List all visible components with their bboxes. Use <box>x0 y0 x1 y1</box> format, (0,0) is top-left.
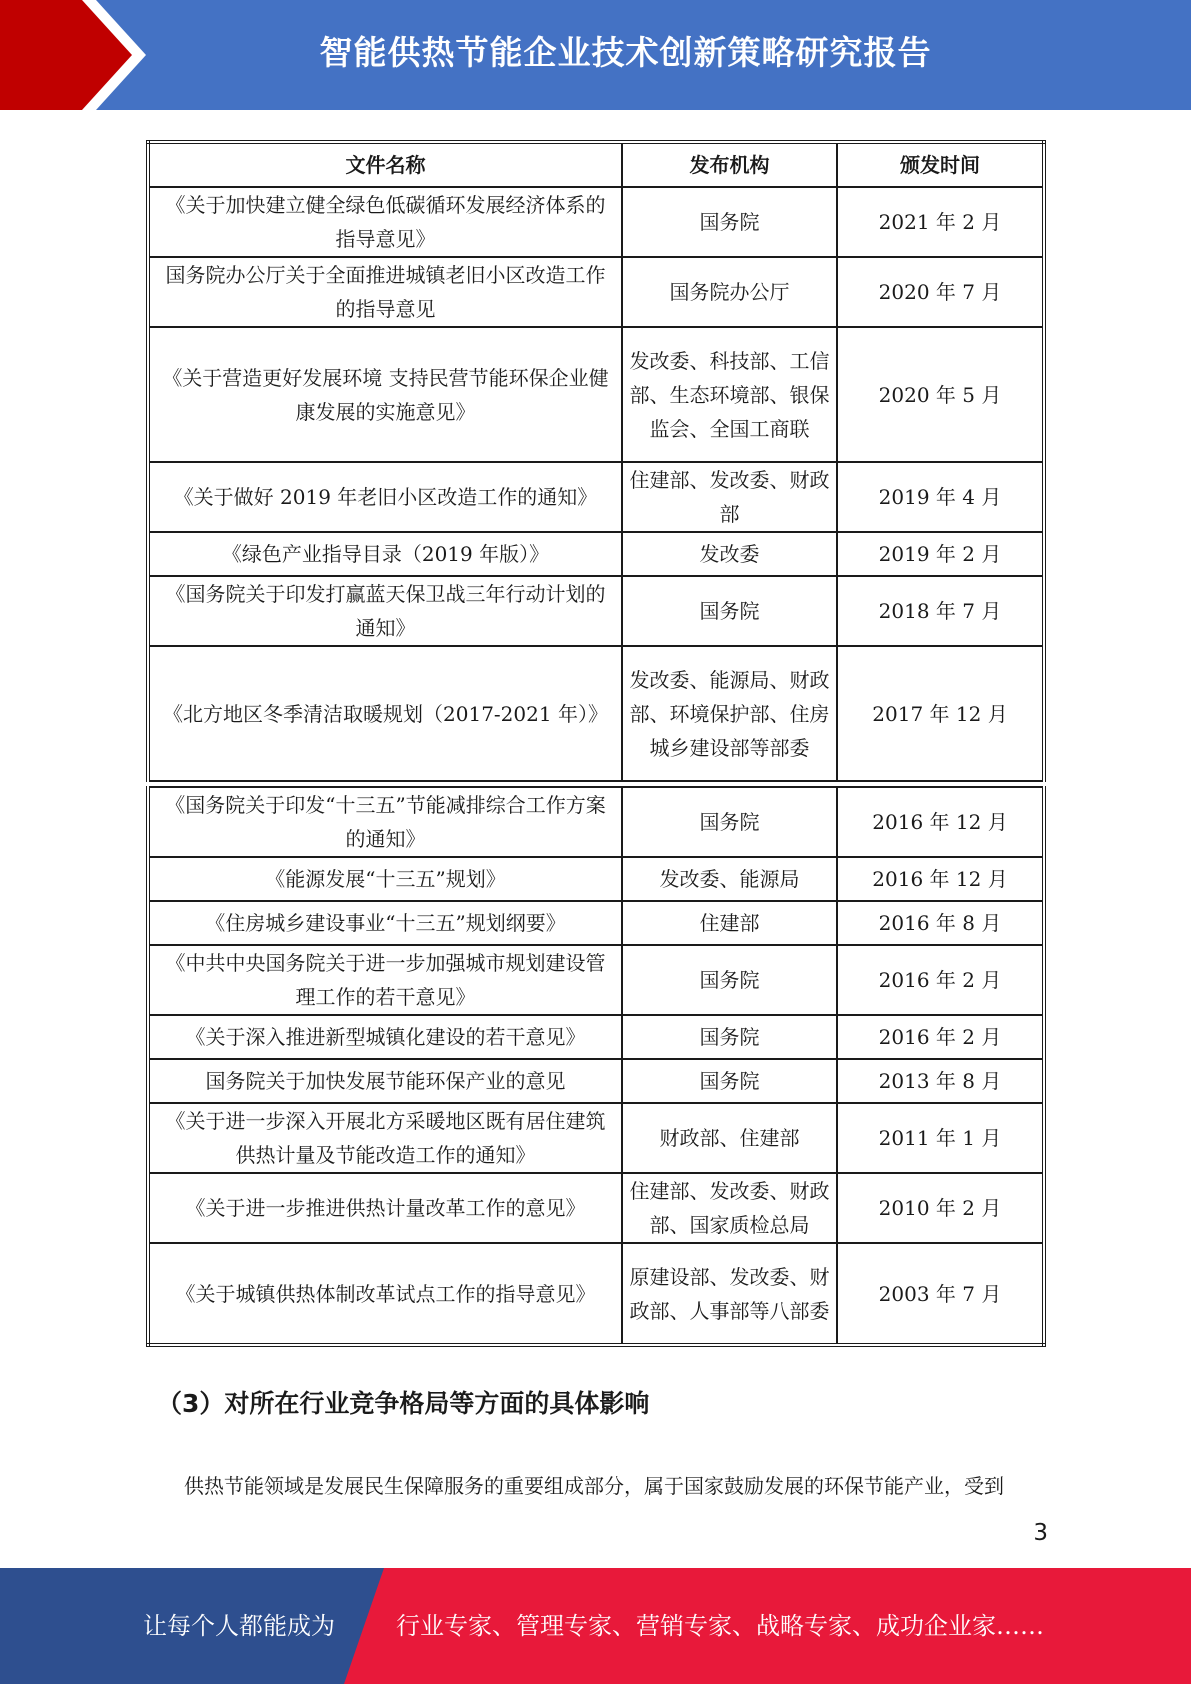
table-row <box>148 1103 1044 1173</box>
table-row <box>148 462 1044 532</box>
document-name: 《能源发展“十三五”规划》 <box>148 857 622 901</box>
header-banner <box>0 0 1191 110</box>
issue-date: 2016 年 12 月 <box>837 857 1044 901</box>
document-name: 国务院办公厅关于全面推进城镇老旧小区改造工作的指导意见 <box>148 257 622 327</box>
document-name: 《国务院关于印发打赢蓝天保卫战三年行动计划的通知》 <box>148 576 622 646</box>
document-name: 《关于进一步推进供热计量改革工作的意见》 <box>148 1173 622 1243</box>
table-row <box>148 646 1044 781</box>
issuer: 原建设部、发改委、财政部、人事部等八部委 <box>622 1243 837 1345</box>
document-name: 《关于城镇供热体制改革试点工作的指导意见》 <box>148 1243 622 1345</box>
table-row <box>148 1015 1044 1059</box>
issue-date: 2011 年 1 月 <box>837 1103 1044 1173</box>
report-title: 智能供热节能企业技术创新策略研究报告 <box>319 33 932 72</box>
document-name: 《关于加快建立健全绿色低碳循环发展经济体系的指导意见》 <box>148 187 622 257</box>
footer-slogan-left: 让每个人都能成为 <box>143 1612 335 1640</box>
document-name: 《关于深入推进新型城镇化建设的若干意见》 <box>148 1015 622 1059</box>
table-row <box>148 1173 1044 1243</box>
section-heading: （3）对所在行业竞争格局等方面的具体影响 <box>157 1389 650 1418</box>
body-paragraph: 供热节能领域是发展民生保障服务的重要组成部分，属于国家鼓励发展的环保节能产业，受到 <box>184 1474 1004 1498</box>
table-row <box>148 257 1044 327</box>
issue-date: 2020 年 5 月 <box>837 327 1044 462</box>
table-header-row <box>148 142 1044 187</box>
policy-table-part-1 <box>146 140 1046 782</box>
column-header-name: 文件名称 <box>148 142 622 187</box>
footer-banner <box>0 1568 1191 1684</box>
table-row <box>148 787 1044 857</box>
page-number: 3 <box>1033 1520 1048 1546</box>
issue-date: 2016 年 8 月 <box>837 901 1044 945</box>
issuer: 住建部 <box>622 901 837 945</box>
document-name: 《中共中央国务院关于进一步加强城市规划建设管理工作的若干意见》 <box>148 945 622 1015</box>
table-row <box>148 901 1044 945</box>
column-header-date: 颁发时间 <box>837 142 1044 187</box>
table-row <box>148 187 1044 257</box>
document-name: 《关于做好 2019 年老旧小区改造工作的通知》 <box>148 462 622 532</box>
issue-date: 2018 年 7 月 <box>837 576 1044 646</box>
issuer: 住建部、发改委、财政部、国家质检总局 <box>622 1173 837 1243</box>
issue-date: 2016 年 2 月 <box>837 1015 1044 1059</box>
document-name: 《北方地区冬季清洁取暖规划（2017-2021 年）》 <box>148 646 622 781</box>
issuer: 国务院 <box>622 1015 837 1059</box>
table-row <box>148 1243 1044 1345</box>
issuer: 住建部、发改委、财政部 <box>622 462 837 532</box>
issuer: 发改委、能源局 <box>622 857 837 901</box>
issue-date: 2020 年 7 月 <box>837 257 1044 327</box>
table-row <box>148 532 1044 576</box>
issuer: 发改委、能源局、财政部、环境保护部、住房城乡建设部等部委 <box>622 646 837 781</box>
issuer: 国务院办公厅 <box>622 257 837 327</box>
issue-date: 2017 年 12 月 <box>837 646 1044 781</box>
document-name: 国务院关于加快发展节能环保产业的意见 <box>148 1059 622 1103</box>
issuer: 发改委 <box>622 532 837 576</box>
table-row <box>148 1059 1044 1103</box>
issuer: 财政部、住建部 <box>622 1103 837 1173</box>
issuer: 国务院 <box>622 787 837 857</box>
issuer: 国务院 <box>622 945 837 1015</box>
issuer: 国务院 <box>622 187 837 257</box>
table-row <box>148 327 1044 462</box>
table-row <box>148 945 1044 1015</box>
issuer: 国务院 <box>622 576 837 646</box>
table-row <box>148 857 1044 901</box>
issue-date: 2010 年 2 月 <box>837 1173 1044 1243</box>
issue-date: 2019 年 4 月 <box>837 462 1044 532</box>
issue-date: 2021 年 2 月 <box>837 187 1044 257</box>
column-header-issuer: 发布机构 <box>622 142 837 187</box>
footer-slogan-right: 行业专家、管理专家、营销专家、战略专家、成功企业家…… <box>396 1612 1044 1640</box>
issue-date: 2016 年 12 月 <box>837 787 1044 857</box>
document-name: 《绿色产业指导目录（2019 年版）》 <box>148 532 622 576</box>
document-name: 《国务院关于印发“十三五”节能减排综合工作方案的通知》 <box>148 787 622 857</box>
issue-date: 2003 年 7 月 <box>837 1243 1044 1345</box>
issuer: 发改委、科技部、工信部、生态环境部、银保监会、全国工商联 <box>622 327 837 462</box>
issue-date: 2016 年 2 月 <box>837 945 1044 1015</box>
document-name: 《关于进一步深入开展北方采暖地区既有居住建筑供热计量及节能改造工作的通知》 <box>148 1103 622 1173</box>
policy-table-part-2 <box>146 786 1046 1347</box>
table-row <box>148 576 1044 646</box>
document-name: 《关于营造更好发展环境 支持民营节能环保企业健康发展的实施意见》 <box>148 327 622 462</box>
document-name: 《住房城乡建设事业“十三五”规划纲要》 <box>148 901 622 945</box>
issue-date: 2019 年 2 月 <box>837 532 1044 576</box>
issue-date: 2013 年 8 月 <box>837 1059 1044 1103</box>
issuer: 国务院 <box>622 1059 837 1103</box>
